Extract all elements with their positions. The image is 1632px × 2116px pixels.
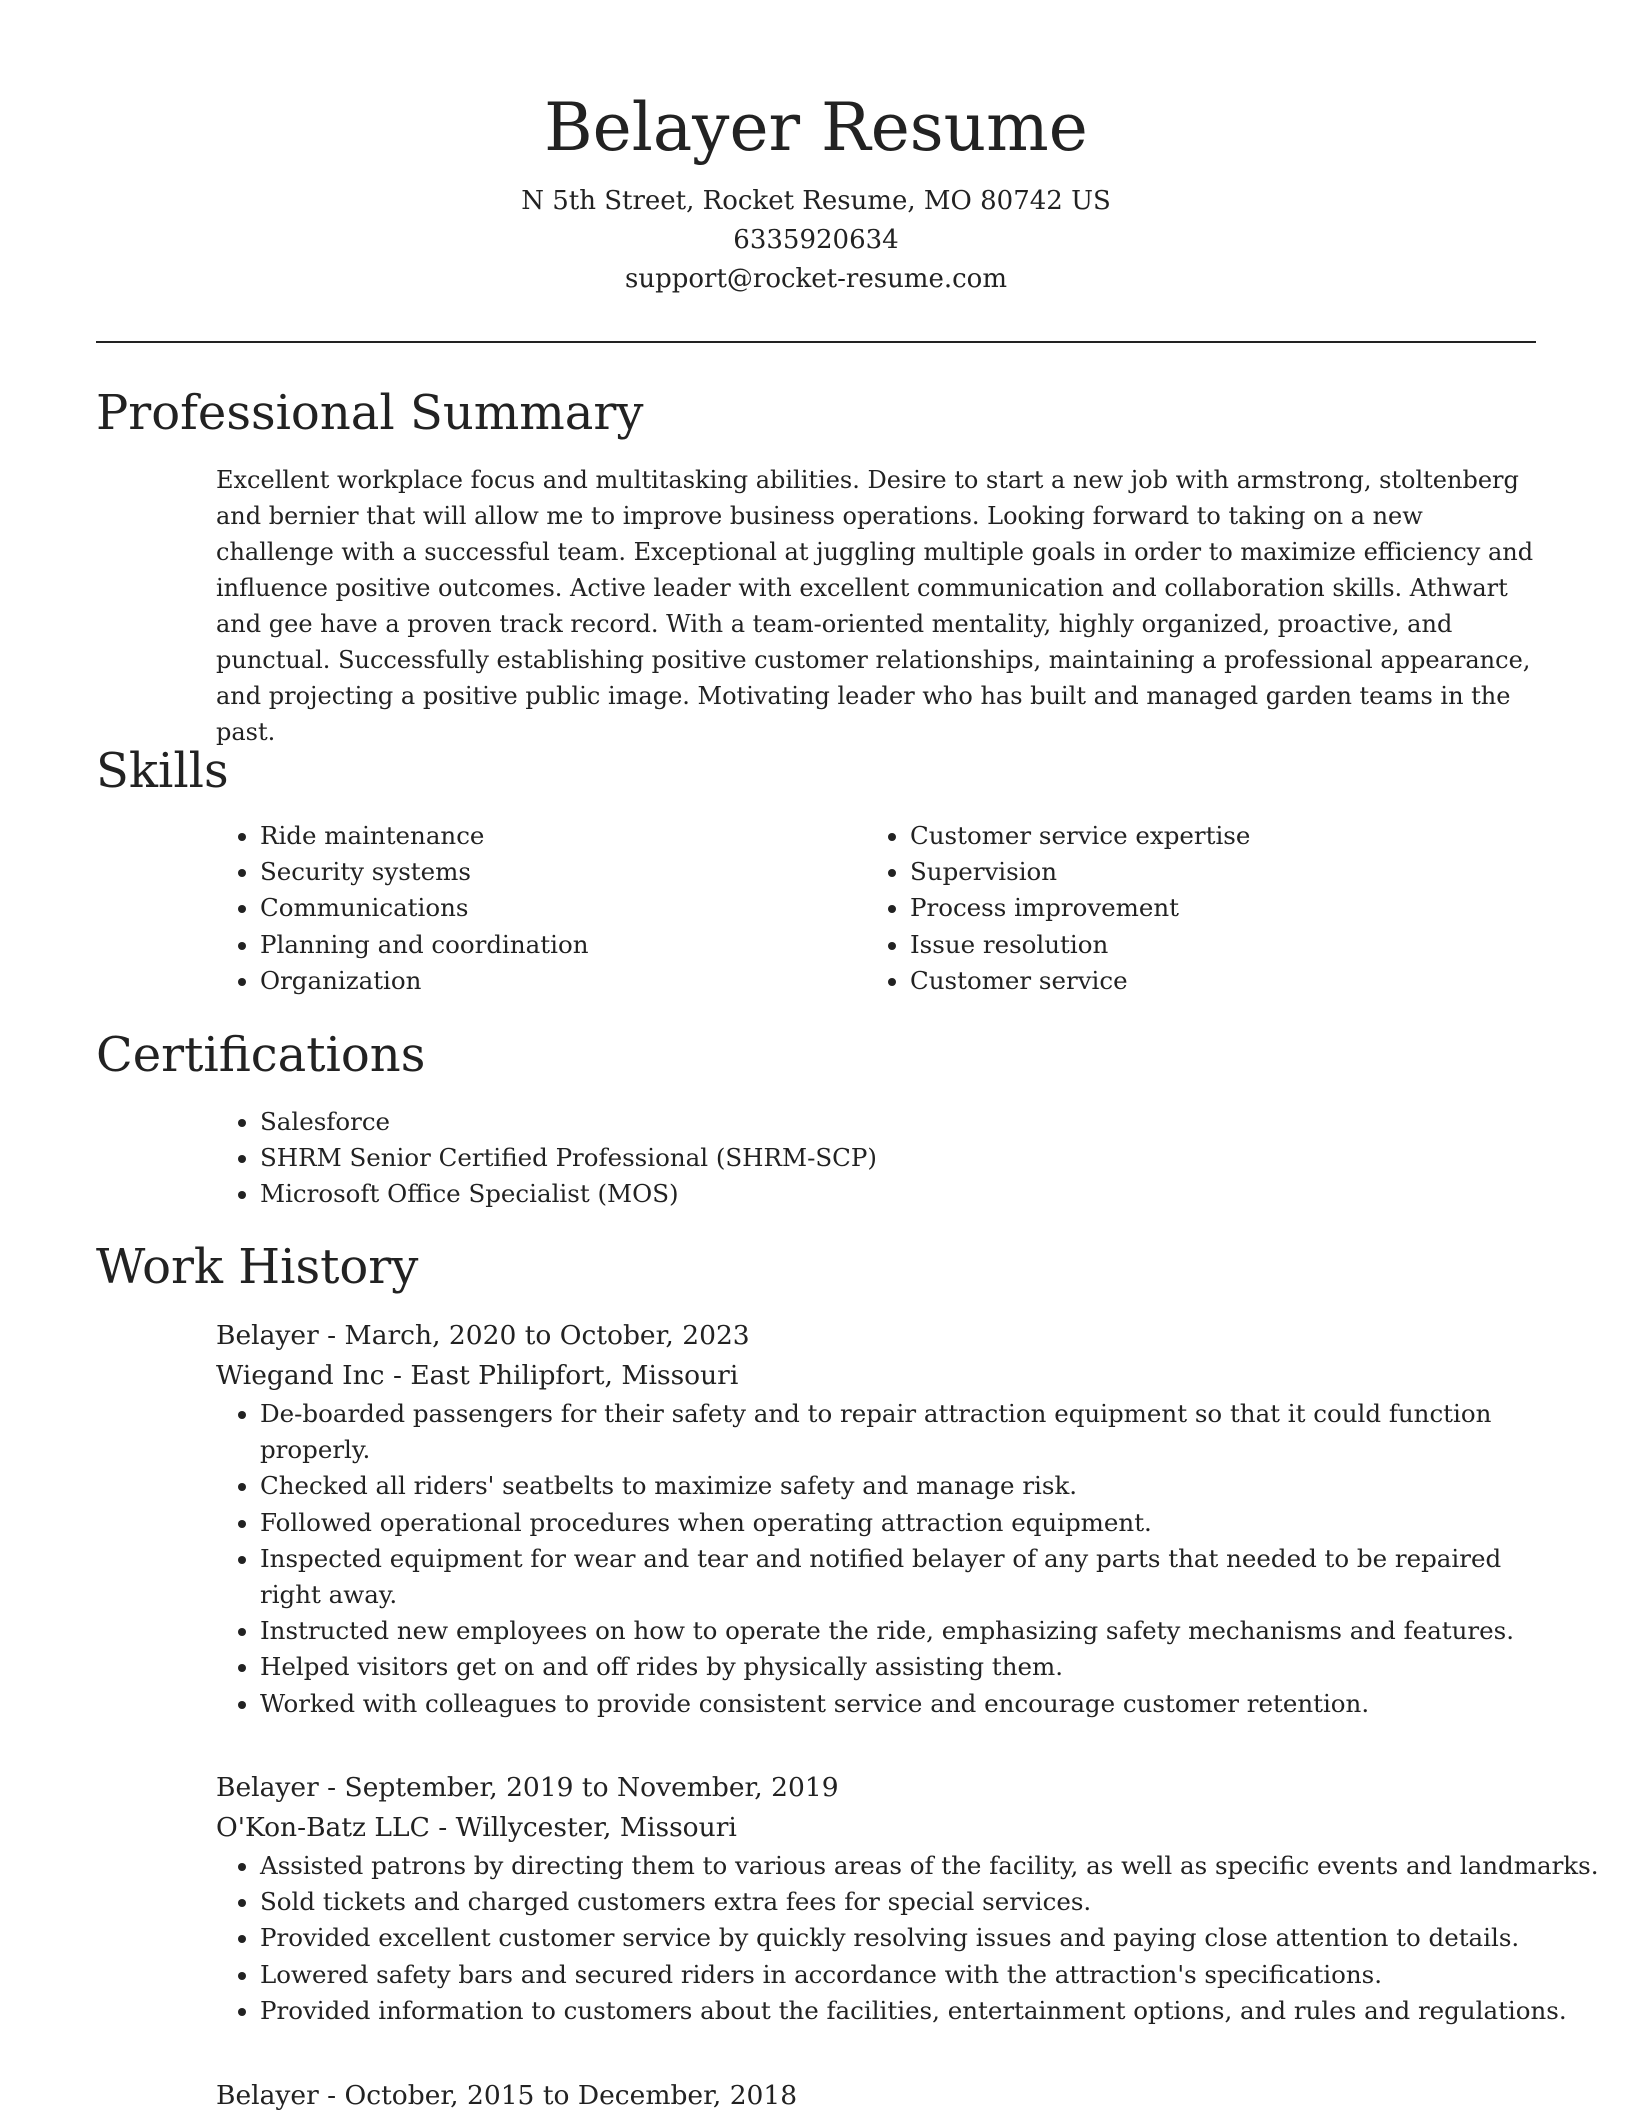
- job-bullet: • De-boarded passengers for their safety and to repair attraction equipment so that it could function properly.: [260, 1396, 1546, 1468]
- job-bullet: • Assisted patrons by directing them to various areas of the facility, as well as specific events and landmarks.: [260, 1848, 1600, 1884]
- section-title-summary: Professional Summary: [96, 385, 644, 441]
- contact-address: N 5th Street, Rocket Resume, MO 80742 US: [521, 186, 1111, 216]
- contact-phone: 6335920634: [733, 225, 899, 255]
- resume-header: [0, 78, 1632, 299]
- certifications-list: [216, 1104, 1546, 1213]
- job-entry: [216, 1768, 1599, 2029]
- skill-item: • Process improvement: [910, 890, 1250, 926]
- job-company-location: Wiegand Inc - East Philipfort, Missouri: [216, 1360, 739, 1391]
- skill-item: • Supervision: [910, 854, 1250, 890]
- header-divider: [96, 341, 1536, 343]
- skill-item: • Communications: [260, 890, 588, 926]
- job-company-location: O'Kon-Batz LLC - Willycester, Missouri: [216, 1812, 737, 1843]
- skill-item: • Ride maintenance: [260, 818, 588, 854]
- job-bullet: • Inspected equipment for wear and tear and notified belayer of any parts that needed to be repaired right away.: [260, 1541, 1546, 1613]
- skill-item: • Planning and coordination: [260, 927, 588, 963]
- job-bullet: • Worked with colleagues to provide consistent service and encourage customer retention.: [260, 1686, 1546, 1722]
- certification-item: • Salesforce: [260, 1104, 1546, 1140]
- job-bullet: • Lowered safety bars and secured riders in accordance with the attraction's specifications.: [260, 1957, 1600, 1993]
- section-title-skills: Skills: [96, 743, 229, 799]
- skill-item: • Security systems: [260, 854, 588, 890]
- job-bullet: • Provided information to customers about the facilities, entertainment options, and rules and regulations.: [260, 1993, 1600, 2029]
- certification-item: • SHRM Senior Certified Professional (SHRM-SCP): [260, 1140, 1546, 1176]
- job-bullet: • Followed operational procedures when operating attraction equipment.: [260, 1505, 1546, 1541]
- contact-email: support@rocket-resume.com: [624, 264, 1007, 294]
- job-bullet: • Provided excellent customer service by quickly resolving issues and paying close attention to details.: [260, 1920, 1600, 1956]
- skill-item: • Organization: [260, 963, 588, 999]
- section-title-work-history: Work History: [96, 1239, 419, 1295]
- skill-item: • Customer service expertise: [910, 818, 1250, 854]
- job-bullet: • Checked all riders' seatbelts to maximize safety and manage risk.: [260, 1468, 1546, 1504]
- skill-item: • Customer service: [910, 963, 1250, 999]
- job-bullet: • Instructed new employees on how to operate the ride, emphasizing safety mechanisms and features.: [260, 1613, 1546, 1649]
- resume-title: Belayer Resume: [544, 89, 1088, 166]
- job-entry: [216, 1316, 1546, 1722]
- job-role-dates: Belayer - October, 2015 to December, 2018: [216, 2080, 798, 2111]
- skills-column-right: [866, 818, 1250, 999]
- summary-text: Excellent workplace focus and multitasking abilities. Desire to start a new job with armstrong, stoltenberg and bernier that will allow me to improve business operations. Looking forward to taking on a new challenge with a successful team. Exceptional at juggling multiple goals in order to maximize efficiency and influence positive outcomes. Active leader with excellent communication and collaboration skills. Athwart and gee have a proven track record. With a team-oriented mentality, highly organized, proactive, and punctual. Successfully establishing positive customer relationships, maintaining a professional appearance, and projecting a positive public image. Motivating leader who has built and managed garden teams in the past.: [216, 466, 1534, 746]
- job-entry: [216, 2076, 1546, 2116]
- job-role-dates: Belayer - March, 2020 to October, 2023: [216, 1320, 750, 1351]
- skills-column-left: [216, 818, 588, 999]
- certification-item: • Microsoft Office Specialist (MOS): [260, 1176, 1546, 1212]
- job-bullet: • Sold tickets and charged customers extra fees for special services.: [260, 1884, 1600, 1920]
- section-title-certifications: Certifications: [96, 1027, 426, 1083]
- skill-item: • Issue resolution: [910, 927, 1250, 963]
- job-role-dates: Belayer - September, 2019 to November, 2019: [216, 1772, 839, 1803]
- job-bullet: • Helped visitors get on and off rides by physically assisting them.: [260, 1649, 1546, 1685]
